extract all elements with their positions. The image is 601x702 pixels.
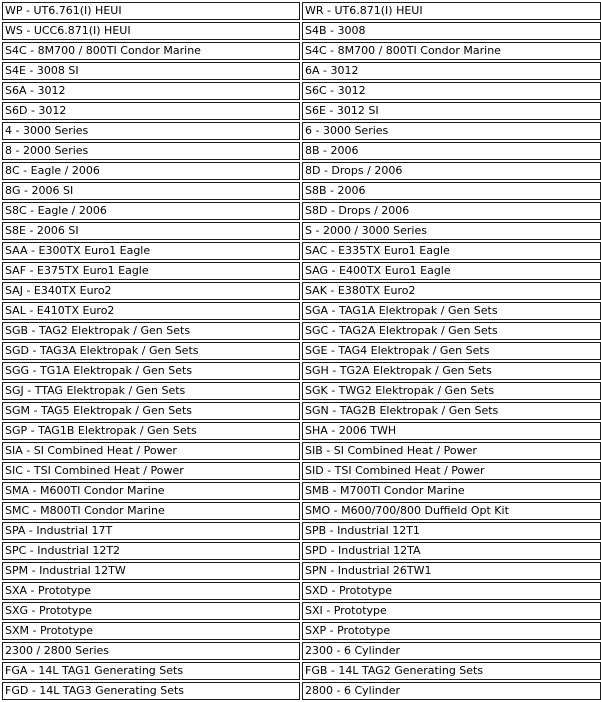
engine-code-cell-right: S8D - Drops / 2006	[302, 202, 601, 220]
table-row	[2, 22, 601, 40]
engine-code-cell-left: SAJ - E340TX Euro2	[2, 282, 300, 300]
table-row	[2, 282, 601, 300]
engine-code-cell-left: SGB - TAG2 Elektropak / Gen Sets	[2, 322, 300, 340]
engine-code-cell-right: SGC - TAG2A Elektropak / Gen Sets	[302, 322, 601, 340]
engine-code-cell-left: FGA - 14L TAG1 Generating Sets	[2, 662, 300, 680]
table-row	[2, 42, 601, 60]
engine-code-cell-left: SPM - Industrial 12TW	[2, 562, 300, 580]
table-row	[2, 342, 601, 360]
engine-code-cell-right: S4C - 8M700 / 800TI Condor Marine	[302, 42, 601, 60]
engine-code-cell-right: SXD - Prototype	[302, 582, 601, 600]
table-row	[2, 322, 601, 340]
table-row	[2, 462, 601, 480]
engine-code-cell-left: SXA - Prototype	[2, 582, 300, 600]
engine-code-cell-left: SGJ - TTAG Elektropak / Gen Sets	[2, 382, 300, 400]
engine-code-cell-left: WP - UT6.761(I) HEUI	[2, 2, 300, 20]
table-row	[2, 362, 601, 380]
table-row	[2, 622, 601, 640]
table-row	[2, 402, 601, 420]
table-row	[2, 242, 601, 260]
engine-code-cell-left: SXG - Prototype	[2, 602, 300, 620]
engine-code-cell-right: WR - UT6.871(I) HEUI	[302, 2, 601, 20]
table-row	[2, 182, 601, 200]
table-row	[2, 602, 601, 620]
table-row	[2, 122, 601, 140]
engine-code-cell-right: S4B - 3008	[302, 22, 601, 40]
engine-code-cell-right: SAK - E380TX Euro2	[302, 282, 601, 300]
engine-code-cell-left: 8G - 2006 SI	[2, 182, 300, 200]
table-row	[2, 302, 601, 320]
engine-code-cell-left: SPC - Industrial 12T2	[2, 542, 300, 560]
engine-code-cell-left: FGD - 14L TAG3 Generating Sets	[2, 682, 300, 700]
engine-code-cell-right: SID - TSI Combined Heat / Power	[302, 462, 601, 480]
engine-code-cell-left: SAA - E300TX Euro1 Eagle	[2, 242, 300, 260]
engine-code-cell-left: SXM - Prototype	[2, 622, 300, 640]
table-row	[2, 262, 601, 280]
engine-code-cell-left: S4C - 8M700 / 800TI Condor Marine	[2, 42, 300, 60]
table-row	[2, 102, 601, 120]
engine-code-cell-right: 2800 - 6 Cylinder	[302, 682, 601, 700]
table-row	[2, 442, 601, 460]
engine-code-cell-right: SAC - E335TX Euro1 Eagle	[302, 242, 601, 260]
engine-code-cell-left: SIC - TSI Combined Heat / Power	[2, 462, 300, 480]
table-row	[2, 582, 601, 600]
engine-code-cell-left: SMA - M600TI Condor Marine	[2, 482, 300, 500]
engine-code-cell-right: SAG - E400TX Euro1 Eagle	[302, 262, 601, 280]
engine-code-cell-left: SIA - SI Combined Heat / Power	[2, 442, 300, 460]
engine-code-cell-right: 6A - 3012	[302, 62, 601, 80]
engine-code-cell-right: 8D - Drops / 2006	[302, 162, 601, 180]
engine-code-cell-right: SIB - SI Combined Heat / Power	[302, 442, 601, 460]
table-row	[2, 642, 601, 660]
engine-code-cell-left: SAF - E375TX Euro1 Eagle	[2, 262, 300, 280]
table-row	[2, 2, 601, 20]
engine-code-cell-left: S6A - 3012	[2, 82, 300, 100]
engine-code-cell-left: S6D - 3012	[2, 102, 300, 120]
table-row	[2, 422, 601, 440]
engine-code-cell-right: FGB - 14L TAG2 Generating Sets	[302, 662, 601, 680]
engine-code-cell-right: 6 - 3000 Series	[302, 122, 601, 140]
engine-code-cell-right: SMO - M600/700/800 Duffield Opt Kit	[302, 502, 601, 520]
table-row	[2, 482, 601, 500]
engine-code-cell-right: 8B - 2006	[302, 142, 601, 160]
engine-code-cell-left: 2300 / 2800 Series	[2, 642, 300, 660]
table-row	[2, 142, 601, 160]
engine-code-cell-left: SGM - TAG5 Elektropak / Gen Sets	[2, 402, 300, 420]
engine-code-cell-left: 4 - 3000 Series	[2, 122, 300, 140]
engine-code-cell-right: SXI - Prototype	[302, 602, 601, 620]
engine-code-cell-left: 8 - 2000 Series	[2, 142, 300, 160]
engine-code-cell-left: S4E - 3008 SI	[2, 62, 300, 80]
engine-code-cell-right: 2300 - 6 Cylinder	[302, 642, 601, 660]
engine-code-cell-right: S6E - 3012 SI	[302, 102, 601, 120]
engine-code-cell-left: SPA - Industrial 17T	[2, 522, 300, 540]
engine-code-cell-left: SGG - TG1A Elektropak / Gen Sets	[2, 362, 300, 380]
engine-code-cell-left: SMC - M800TI Condor Marine	[2, 502, 300, 520]
engine-code-cell-right: S6C - 3012	[302, 82, 601, 100]
engine-code-cell-right: SGN - TAG2B Elektropak / Gen Sets	[302, 402, 601, 420]
table-row	[2, 82, 601, 100]
engine-code-cell-right: SGA - TAG1A Elektropak / Gen Sets	[302, 302, 601, 320]
engine-code-cell-right: SPB - Industrial 12T1	[302, 522, 601, 540]
engine-code-cell-right: SPN - Industrial 26TW1	[302, 562, 601, 580]
engine-code-cell-right: SXP - Prototype	[302, 622, 601, 640]
engine-code-cell-left: SGP - TAG1B Elektropak / Gen Sets	[2, 422, 300, 440]
engine-code-cell-left: 8C - Eagle / 2006	[2, 162, 300, 180]
table-row	[2, 202, 601, 220]
table-row	[2, 522, 601, 540]
table-row	[2, 502, 601, 520]
engine-code-cell-left: S8C - Eagle / 2006	[2, 202, 300, 220]
table-row	[2, 662, 601, 680]
engine-code-cell-right: SGK - TWG2 Elektropak / Gen Sets	[302, 382, 601, 400]
engine-code-cell-left: SAL - E410TX Euro2	[2, 302, 300, 320]
engine-code-cell-right: S8B - 2006	[302, 182, 601, 200]
table-row	[2, 222, 601, 240]
engine-code-cell-right: SGE - TAG4 Elektropak / Gen Sets	[302, 342, 601, 360]
engine-code-cell-right: SPD - Industrial 12TA	[302, 542, 601, 560]
engine-code-cell-right: SHA - 2006 TWH	[302, 422, 601, 440]
table-row	[2, 542, 601, 560]
table-row	[2, 682, 601, 700]
engine-code-cell-right: SMB - M700TI Condor Marine	[302, 482, 601, 500]
table-row	[2, 62, 601, 80]
engine-code-cell-left: SGD - TAG3A Elektropak / Gen Sets	[2, 342, 300, 360]
table-row	[2, 162, 601, 180]
engine-code-cell-left: WS - UCC6.871(I) HEUI	[2, 22, 300, 40]
engine-code-cell-left: S8E - 2006 SI	[2, 222, 300, 240]
engine-code-cell-right: S - 2000 / 3000 Series	[302, 222, 601, 240]
table-row	[2, 382, 601, 400]
engine-code-cell-right: SGH - TG2A Elektropak / Gen Sets	[302, 362, 601, 380]
table-row	[2, 562, 601, 580]
engine-code-table-body	[2, 2, 601, 700]
